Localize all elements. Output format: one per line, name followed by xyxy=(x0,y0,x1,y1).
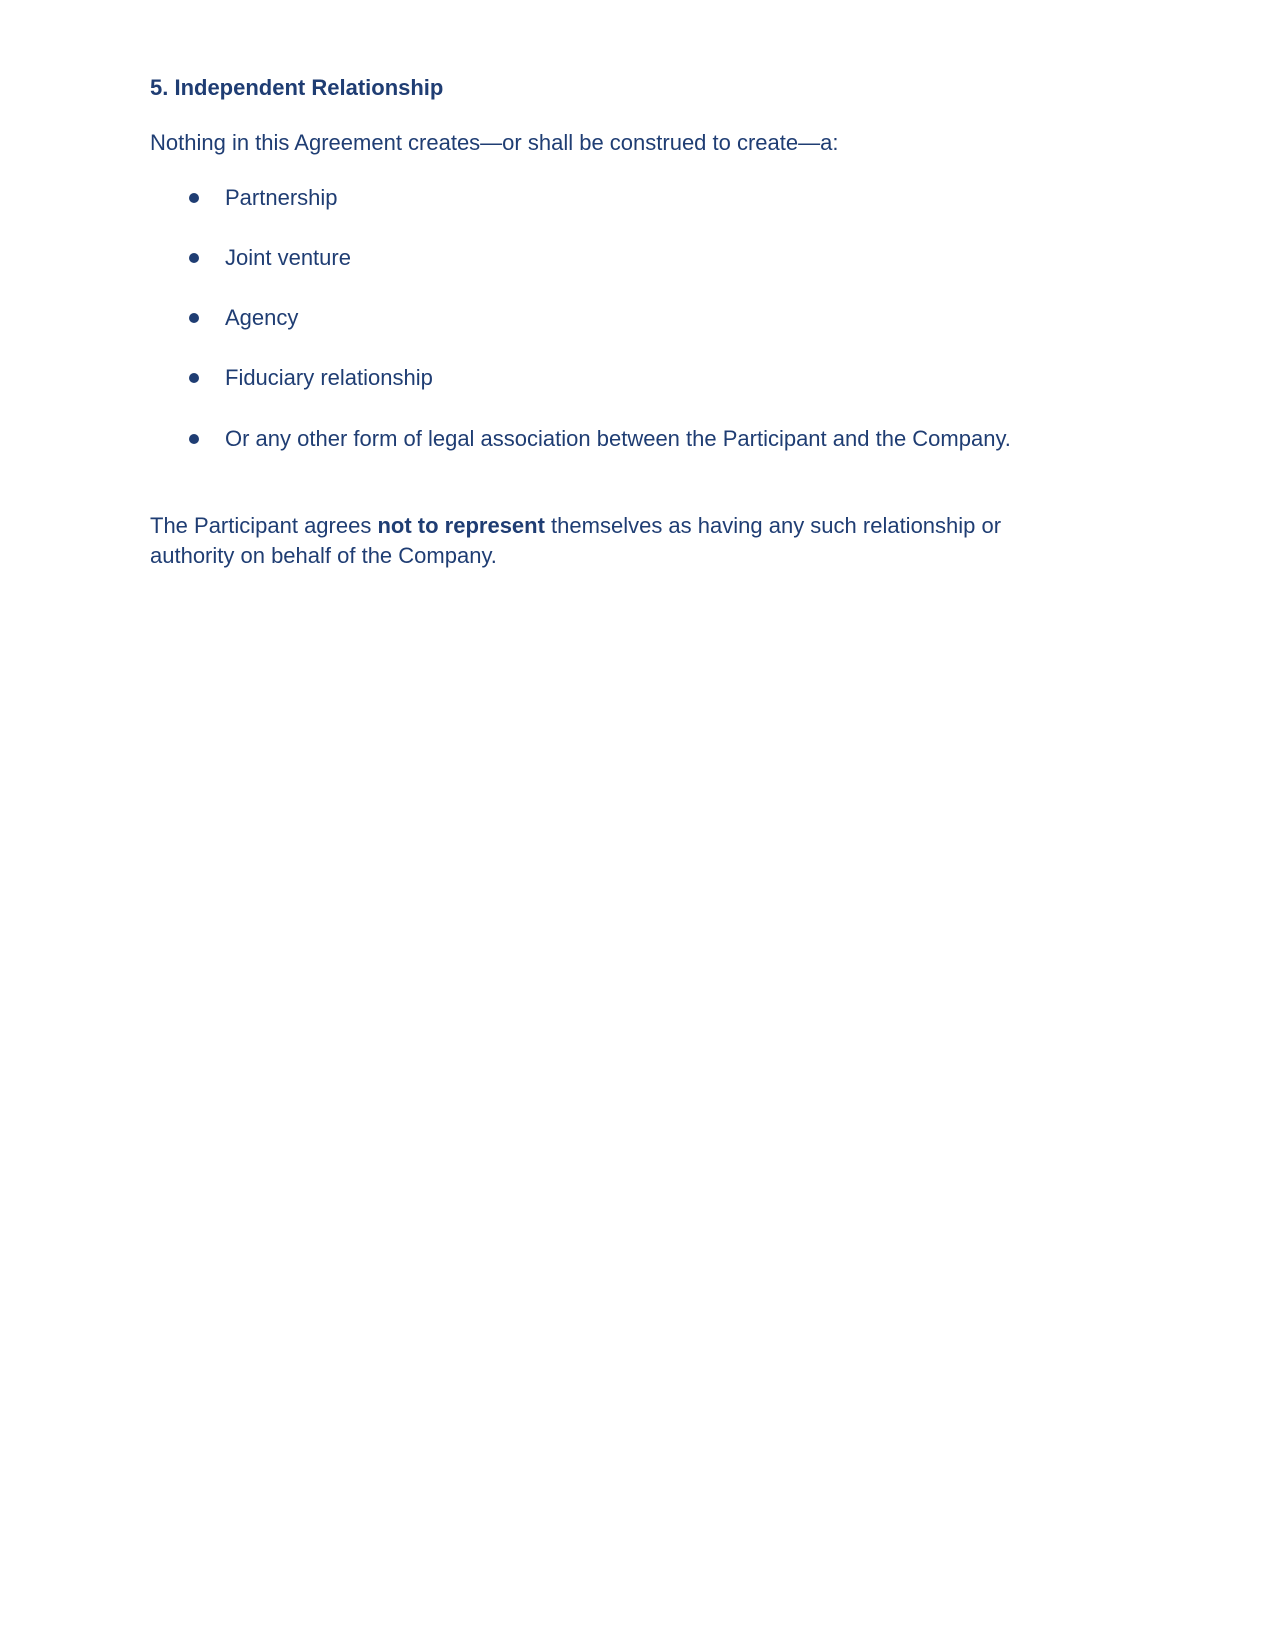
closing-paragraph xyxy=(150,511,1060,571)
list-item xyxy=(0,243,1275,273)
section-heading: 5. Independent Relationship xyxy=(150,75,444,100)
list-item-text: Joint venture xyxy=(225,245,351,270)
bullet-icon xyxy=(189,193,199,203)
bullet-icon xyxy=(189,313,199,323)
list-item xyxy=(0,303,1275,333)
bullet-icon xyxy=(189,373,199,383)
list-item xyxy=(0,363,1275,393)
list-item-text: Agency xyxy=(225,305,299,330)
closing-text-before: The Participant agrees xyxy=(150,513,378,538)
intro-paragraph: Nothing in this Agreement creates—or shall be construed to create—a: xyxy=(150,130,839,155)
closing-text-after: themselves as having any such relationship or authority on behalf of the Company. xyxy=(150,513,1002,568)
list-item xyxy=(0,183,1275,213)
list-item-text: Fiduciary relationship xyxy=(225,365,433,390)
list-item xyxy=(0,424,1275,454)
closing-emphasis: not to represent xyxy=(377,513,545,538)
bullet-icon xyxy=(189,253,199,263)
bullet-icon xyxy=(189,434,199,444)
list-item-text: Or any other form of legal association between the Participant and the Company. xyxy=(225,426,1011,451)
list-item-text: Partnership xyxy=(225,185,338,210)
